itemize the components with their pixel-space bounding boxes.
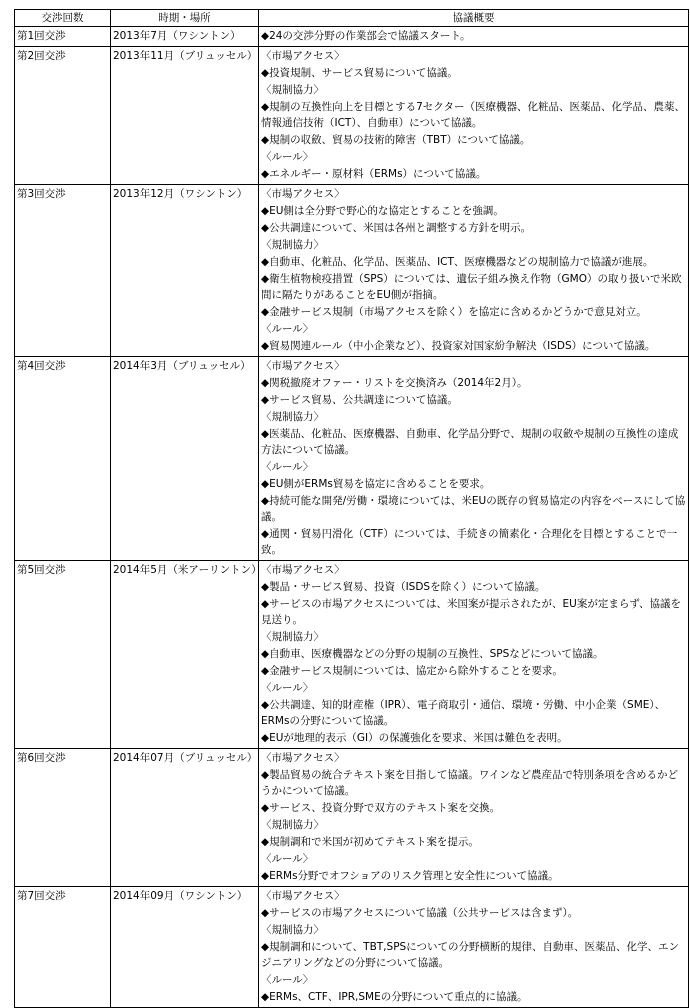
summary-line: ◆サービスの市場アクセスについて協議（公共サービスは含まず）。 bbox=[261, 907, 579, 919]
table-row bbox=[15, 561, 689, 749]
summary-line: ◆持続可能な開発/労働・環境については、米EUの既存の貿易協定の内容をベースにして協議。 bbox=[261, 495, 686, 523]
table-row bbox=[15, 185, 689, 357]
summary-cell bbox=[259, 357, 689, 561]
header-row bbox=[15, 10, 689, 27]
round-cell: 第6回交渉 bbox=[15, 749, 111, 887]
summary-cell bbox=[259, 185, 689, 357]
round-cell: 第4回交渉 bbox=[15, 357, 111, 561]
summary-line: ◆公共調達、知的財産権（IPR）、電子商取引・通信、環境・労働、中小企業（SME）、ERMsの分野について協議。 bbox=[261, 699, 666, 727]
summary-line: ◆サービス、投資分野で双方のテキスト案を交換。 bbox=[261, 802, 501, 814]
summary-line: 〈規制協力〉 bbox=[261, 819, 324, 831]
summary-line: 〈ルール〉 bbox=[261, 323, 314, 335]
period-cell: 2013年7月（ワシントン） bbox=[111, 27, 259, 47]
period-cell: 2014年5月（米アーリントン） bbox=[111, 561, 259, 749]
summary-line: ◆エネルギー・原材料（ERMs）について協議。 bbox=[261, 168, 487, 180]
summary-line: ◆規制の収斂、貿易の技術的障害（TBT）について協議。 bbox=[261, 134, 531, 146]
negotiation-table bbox=[14, 9, 689, 1008]
period-cell: 2013年11月（ブリュッセル） bbox=[111, 47, 259, 185]
summary-line: ◆自動車、化粧品、化学品、医薬品、ICT、医療機器などの規制協力で協議が進展。 bbox=[261, 256, 654, 268]
summary-line: ◆製品・サービス貿易、投資（ISDSを除く）について協議。 bbox=[261, 581, 546, 593]
summary-cell bbox=[259, 561, 689, 749]
summary-line: 〈市場アクセス〉 bbox=[261, 50, 345, 62]
summary-line: ◆規制調和について、TBT,SPSについての分野横断的規律、自動車、医薬品、化学、エンジニアリングなどの分野について協議。 bbox=[261, 941, 679, 969]
summary-line: 〈規制協力〉 bbox=[261, 924, 324, 936]
summary-line: 〈市場アクセス〉 bbox=[261, 188, 345, 200]
period-cell: 2014年3月（ブリュッセル） bbox=[111, 357, 259, 561]
summary-line: 〈規制協力〉 bbox=[261, 631, 324, 643]
header-summary: 協議概要 bbox=[259, 10, 689, 27]
table-row bbox=[15, 749, 689, 887]
summary-line: 〈市場アクセス〉 bbox=[261, 752, 345, 764]
summary-line: ◆衛生植物検疫措置（SPS）については、遺伝子組み換え作物（GMO）の取り扱いで米欧間に隔たりがあることをEU側が指摘。 bbox=[261, 273, 682, 301]
table-row bbox=[15, 357, 689, 561]
summary-line: ◆金融サービス規制については、協定から除外することを要求。 bbox=[261, 665, 563, 677]
summary-line: 〈市場アクセス〉 bbox=[261, 890, 345, 902]
round-cell: 第7回交渉 bbox=[15, 887, 111, 1008]
summary-line: 〈ルール〉 bbox=[261, 974, 314, 986]
summary-line: 〈ルール〉 bbox=[261, 682, 314, 694]
summary-line: 〈規制協力〉 bbox=[261, 84, 324, 96]
period-cell: 2014年07月（ブリュッセル） bbox=[111, 749, 259, 887]
summary-line: ◆規制の互換性向上を目標とする7セクター（医療機器、化粧品、医薬品、化学品、農薬、情報通信技術（ICT）、自動車）について協議。 bbox=[261, 101, 686, 129]
summary-line: ◆医薬品、化粧品、医療機器、自動車、化学品分野で、規制の収斂や規制の互換性の達成方法について協議。 bbox=[261, 428, 679, 456]
summary-line: ◆通関・貿易円滑化（CTF）については、手続きの簡素化・合理化を目標とすることで一致。 bbox=[261, 528, 678, 556]
summary-line: ◆貿易関連ルール（中小企業など）、投資家対国家紛争解決（ISDS）について協議。 bbox=[261, 340, 656, 352]
negotiation-table-container bbox=[14, 9, 688, 1003]
header-round: 交渉回数 bbox=[15, 10, 111, 27]
summary-line: 〈ルール〉 bbox=[261, 853, 314, 865]
summary-cell bbox=[259, 749, 689, 887]
summary-line: ◆サービス貿易、公共調達について協議。 bbox=[261, 394, 458, 406]
summary-line: 〈市場アクセス〉 bbox=[261, 564, 345, 576]
round-cell: 第2回交渉 bbox=[15, 47, 111, 185]
summary-line: ◆規制調和で米国が初めてテキスト案を提示。 bbox=[261, 836, 479, 848]
period-cell: 2014年09月（ワシントン） bbox=[111, 887, 259, 1008]
summary-line: 〈ルール〉 bbox=[261, 461, 314, 473]
summary-line: ◆24の交渉分野の作業部会で協議スタート。 bbox=[261, 30, 471, 42]
summary-cell bbox=[259, 27, 689, 47]
table-row bbox=[15, 27, 689, 47]
summary-line: ◆自動車、医療機器などの分野の規制の互換性、SPSなどについて協議。 bbox=[261, 648, 604, 660]
summary-line: ◆関税撤廃オファー・リストを交換済み（2014年2月）。 bbox=[261, 377, 528, 389]
period-cell: 2013年12月（ワシントン） bbox=[111, 185, 259, 357]
summary-line: ◆EU側は全分野で野心的な協定とすることを強調。 bbox=[261, 205, 504, 217]
header-period: 時期・場所 bbox=[111, 10, 259, 27]
summary-line: 〈規制協力〉 bbox=[261, 411, 324, 423]
summary-line: ◆ERMs分野でオフショアのリスク管理と安全性について協議。 bbox=[261, 870, 559, 882]
summary-line: 〈市場アクセス〉 bbox=[261, 360, 345, 372]
summary-line: ◆ERMs、CTF、IPR,SMEの分野について重点的に協議。 bbox=[261, 991, 528, 1003]
summary-line: ◆製品貿易の統合テキスト案を目指して協議。ワインなど農産品で特別条項を含めるかどうかについて協議。 bbox=[261, 769, 679, 797]
table-row bbox=[15, 47, 689, 185]
round-cell: 第3回交渉 bbox=[15, 185, 111, 357]
summary-line: ◆金融サービス規制（市場アクセスを除く）を協定に含めるかどうかで意見対立。 bbox=[261, 306, 647, 318]
summary-cell bbox=[259, 47, 689, 185]
summary-line: ◆公共調達について、米国は各州と調整する方針を明示。 bbox=[261, 222, 532, 234]
summary-line: 〈ルール〉 bbox=[261, 151, 314, 163]
summary-cell bbox=[259, 887, 689, 1008]
summary-line: ◆投資規制、サービス貿易について協議。 bbox=[261, 67, 458, 79]
table-body bbox=[15, 27, 689, 1008]
summary-line: ◆EUが地理的表示（GI）の保護強化を要求、米国は難色を表明。 bbox=[261, 732, 568, 744]
round-cell: 第1回交渉 bbox=[15, 27, 111, 47]
summary-line: ◆EU側がERMs貿易を協定に含めることを要求。 bbox=[261, 478, 491, 490]
round-cell: 第5回交渉 bbox=[15, 561, 111, 749]
summary-line: 〈規制協力〉 bbox=[261, 239, 324, 251]
table-row bbox=[15, 887, 689, 1008]
summary-line: ◆サービスの市場アクセスについては、米国案が提示されたが、EU案が定まらず、協議を見送り。 bbox=[261, 598, 682, 626]
